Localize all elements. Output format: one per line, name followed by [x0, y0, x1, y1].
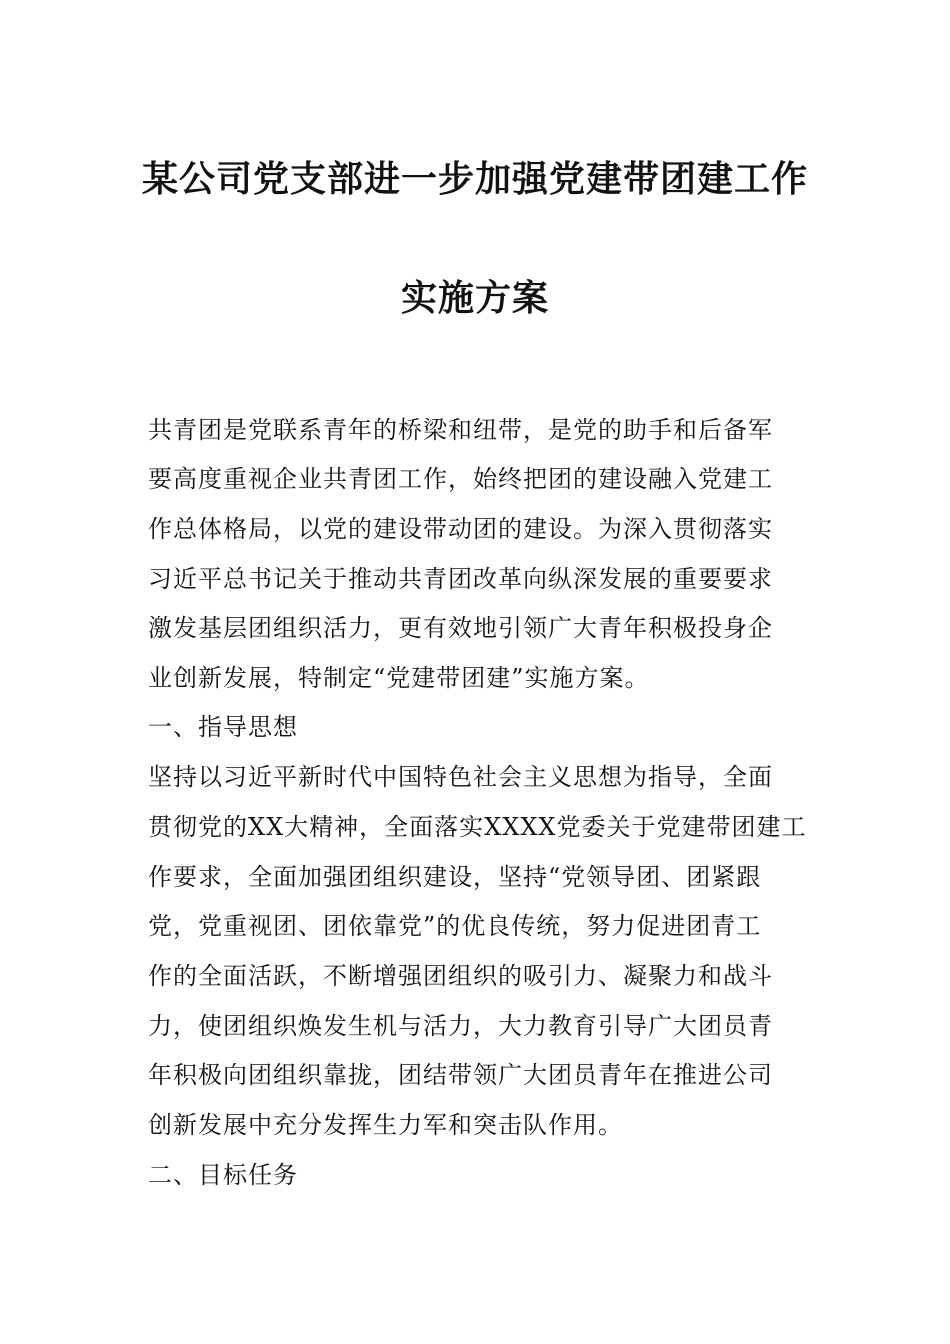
- paragraph-line: 作总体格局，以党的建设带动团的建设。为深入贯彻落实: [148, 515, 773, 543]
- paragraph-line: 贯彻党的XX大精神，全面落实XXXX党委关于党建带团建工: [148, 813, 807, 841]
- paragraph-line: 创新发展中充分发挥生力军和突击队作用。: [148, 1111, 623, 1139]
- paragraph-line: 作要求，全面加强团组织建设，坚持“党领导团、团紧跟: [148, 863, 762, 891]
- section-heading: 一、指导思想: [148, 713, 298, 741]
- paragraph-line: 业创新发展，特制定“党建带团建”实施方案。: [148, 664, 650, 692]
- paragraph-line: 习近平总书记关于推动共青团改革向纵深发展的重要要求: [148, 565, 773, 593]
- paragraph-line: 年积极向团组织靠拢，团结带领广大团员青年在推进公司: [148, 1061, 773, 1089]
- paragraph-line: 力，使团组织焕发生机与活力，大力教育引导广大团员青: [148, 1012, 773, 1040]
- paragraph-line: 共青团是党联系青年的桥梁和纽带，是党的助手和后备军: [148, 416, 773, 444]
- section-heading: 二、目标任务: [148, 1161, 298, 1189]
- paragraph-line: 作的全面活跃，不断增强团组织的吸引力、凝聚力和战斗: [148, 962, 773, 990]
- document-title-line-1: 某公司党支部进一步加强党建带团建工作: [141, 159, 808, 200]
- document-title-line-2: 实施方案: [400, 278, 549, 319]
- paragraph-line: 要高度重视企业共青团工作，始终把团的建设融入党建工: [148, 465, 773, 493]
- paragraph-line: 党，党重视团、团依靠党”的优良传统，努力促进团青工: [148, 912, 762, 940]
- paragraph-line: 坚持以习近平新时代中国特色社会主义思想为指导，全面: [148, 763, 773, 791]
- paragraph-line: 激发基层团组织活力，更有效地引领广大青年积极投身企: [148, 614, 773, 642]
